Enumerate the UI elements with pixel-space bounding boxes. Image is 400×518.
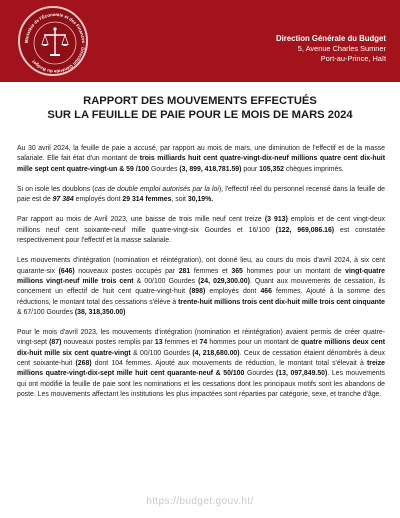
ministry-seal-logo [18,6,88,76]
paragraph-4 [17,256,385,318]
footer-website-link[interactable]: https://budget.gouv.ht/ [146,496,254,507]
body-text-2-7: , soit [171,196,188,204]
body-text-4-7: hommes pour un montant de [242,267,346,275]
bold-figure-2-4: 97 384 [52,196,74,204]
bold-figure-1-4: (3, 899, 418,781.59) [179,165,242,173]
bold-figure-5-4: 13 [154,339,163,347]
bold-figure-4-2: (646) [58,267,75,275]
body-text-5-17: . Les mouvements qui ont modifié la feuille de paie sont les nominations et les cessations dont les principaux motifs sont les abandons de poste. Les mouvements affectant les institutions les plus impactées sont réparties par catégorie, sexe, et tranche d'âge. [17,370,385,398]
bold-figure-3-2: (3 913) [264,216,288,224]
paragraph-2 [17,185,385,206]
body-text-1-7: chèques imprimés. [284,165,344,173]
bold-figure-5-8: quatre millions deux cent dix-huit mille six cent quatre-vingt [17,339,385,357]
bold-figure-4-4: 281 [178,267,191,275]
bold-figure-5-14: treize millions quatre-vingt-dix-sept mille huit cent quarante-neuf & 50/100 [17,360,385,378]
bold-figure-5-10: (4, 218,680.00) [192,349,240,357]
body-text-5-7: hommes pour un montant de [207,339,301,347]
body-text-2-1: Si on isole les doublons ( [17,185,95,193]
bold-figure-5-16: (13, 097,849.50) [276,370,328,378]
body-text-4-15: femmes. Ajouté à la somme des réductions, le montant total des cessations s'élève à [17,288,385,306]
scales-of-justice-icon [20,8,90,78]
organization-name: Direction Générale du Budget [275,34,386,43]
bold-figure-4-14: 466 [260,288,272,296]
body-text-3-1: Par rapport au mois de Avril 2023, une baisse de trois mille neuf cent treize [17,216,265,224]
bold-figure-1-6: 105,352 [259,165,284,173]
bold-figure-4-16: trente-huit millions trois cent dix-huit mille trois cent cinquante [178,298,385,306]
body-text-5-1: Pour le mois d'avril 2023, les mouvements d'intégration (nomination et réintégration) avaient permis de créer quatre-vingt-sept [17,329,385,347]
body-text-4-5: femmes et [190,267,232,275]
body-text-1-1: Au 30 avril 2024, la feuille de paie a accusé, par rapport au mois de mars, une diminution de l'effectif et de la masse salariale. Elle fait état d'un montant de [17,145,385,163]
bold-figure-4-12: (898) [189,288,206,296]
body-text-2-2: cas de double emploi autorisés par la loi [94,185,219,193]
report-body [17,144,385,410]
paragraph-3 [17,215,385,246]
body-text-4-9: & 00/100 Gourdes [133,277,199,285]
seal-ring-text: Ministère de l'Économie et des Finances · Direction Générale du Budget [23,11,87,75]
bold-figure-5-2: (87) [49,339,62,347]
body-text-5-5: femmes et [162,339,200,347]
body-text-4-17: & 67/100 Gourdes [17,308,75,316]
body-text-5-9: & 00/100 Gourdes [130,349,193,357]
body-text-3-3: emplois et de cent vingt-deux millions neuf cent soixante-neuf mille quatre-vingt-six Gourdes et 16/100 [17,216,385,234]
body-text-5-13: dont 104 femmes. Ajouté aux mouvements de réduction, le montant total s'élevait à [91,360,367,368]
body-text-4-13: employés dont [205,288,261,296]
paragraph-5 [17,328,385,400]
bold-figure-2-8: 30,19%. [187,196,214,204]
report-title [0,94,400,122]
bold-figure-4-18: (38, 318,350.00) [74,308,126,316]
bold-figure-5-12: (268) [75,360,92,368]
paragraph-1 [17,144,385,175]
body-text-4-11: . Quant aux mouvements de cessation, ils concernent un effectif de huit cent quatre-vingt-huit [17,277,385,296]
report-title-line-1: RAPPORT DES MOUVEMENTS EFFECTUÉS [83,95,317,107]
bold-figure-3-4: (122, 969,086.16) [275,226,335,234]
body-text-5-15: Gourdes [244,370,277,378]
body-text-1-5: pour [241,165,260,173]
report-title-line-2: SUR LA FEUILLE DE PAIE POUR LE MOIS DE MARS 2024 [47,109,353,121]
bold-figure-4-8: vingt-quatre millions vingt-neuf mille trois cent [17,267,385,285]
bold-figure-2-6: 29 314 femmes [122,196,172,204]
body-text-4-3: nouveaux postes occupés par [74,267,179,275]
body-text-2-5: employés dont [73,196,123,204]
body-text-5-11: . Ceux de cessation étaient dénombrés à deux cent soixante-huit [17,349,385,368]
address-line-2: Port-au-Prince, Haït [320,54,386,63]
header-banner [0,0,400,82]
organization-address-block [276,34,386,64]
address-line-1: 5, Avenue Charles Sumner [297,44,386,53]
bold-figure-1-2: trois milliards huit cent quatre-vingt-dix-neuf millions quatre cent dix-huit mille sept cent quatre-vingt-un & 59 /100 [17,155,385,173]
body-text-4-1: Les mouvements d'intégration (nomination et réintégration), ont donné lieu, au cours du mois d'avril 2024, à six cent quarante-six [17,257,385,275]
body-text-2-3: ), l'effectif réel du personnel recensé dans la feuille de paie est de [17,185,385,204]
bold-figure-5-6: 74 [199,339,208,347]
bold-figure-4-10: (24, 029,300.00) [198,277,250,285]
body-text-1-3: Gourdes [149,165,180,173]
bold-figure-4-6: 365 [231,267,243,275]
body-text-3-5: est constatée respectivement pour l'effectif et la masse salariale. [17,226,386,245]
body-text-5-3: nouveaux postes remplis par [61,339,155,347]
